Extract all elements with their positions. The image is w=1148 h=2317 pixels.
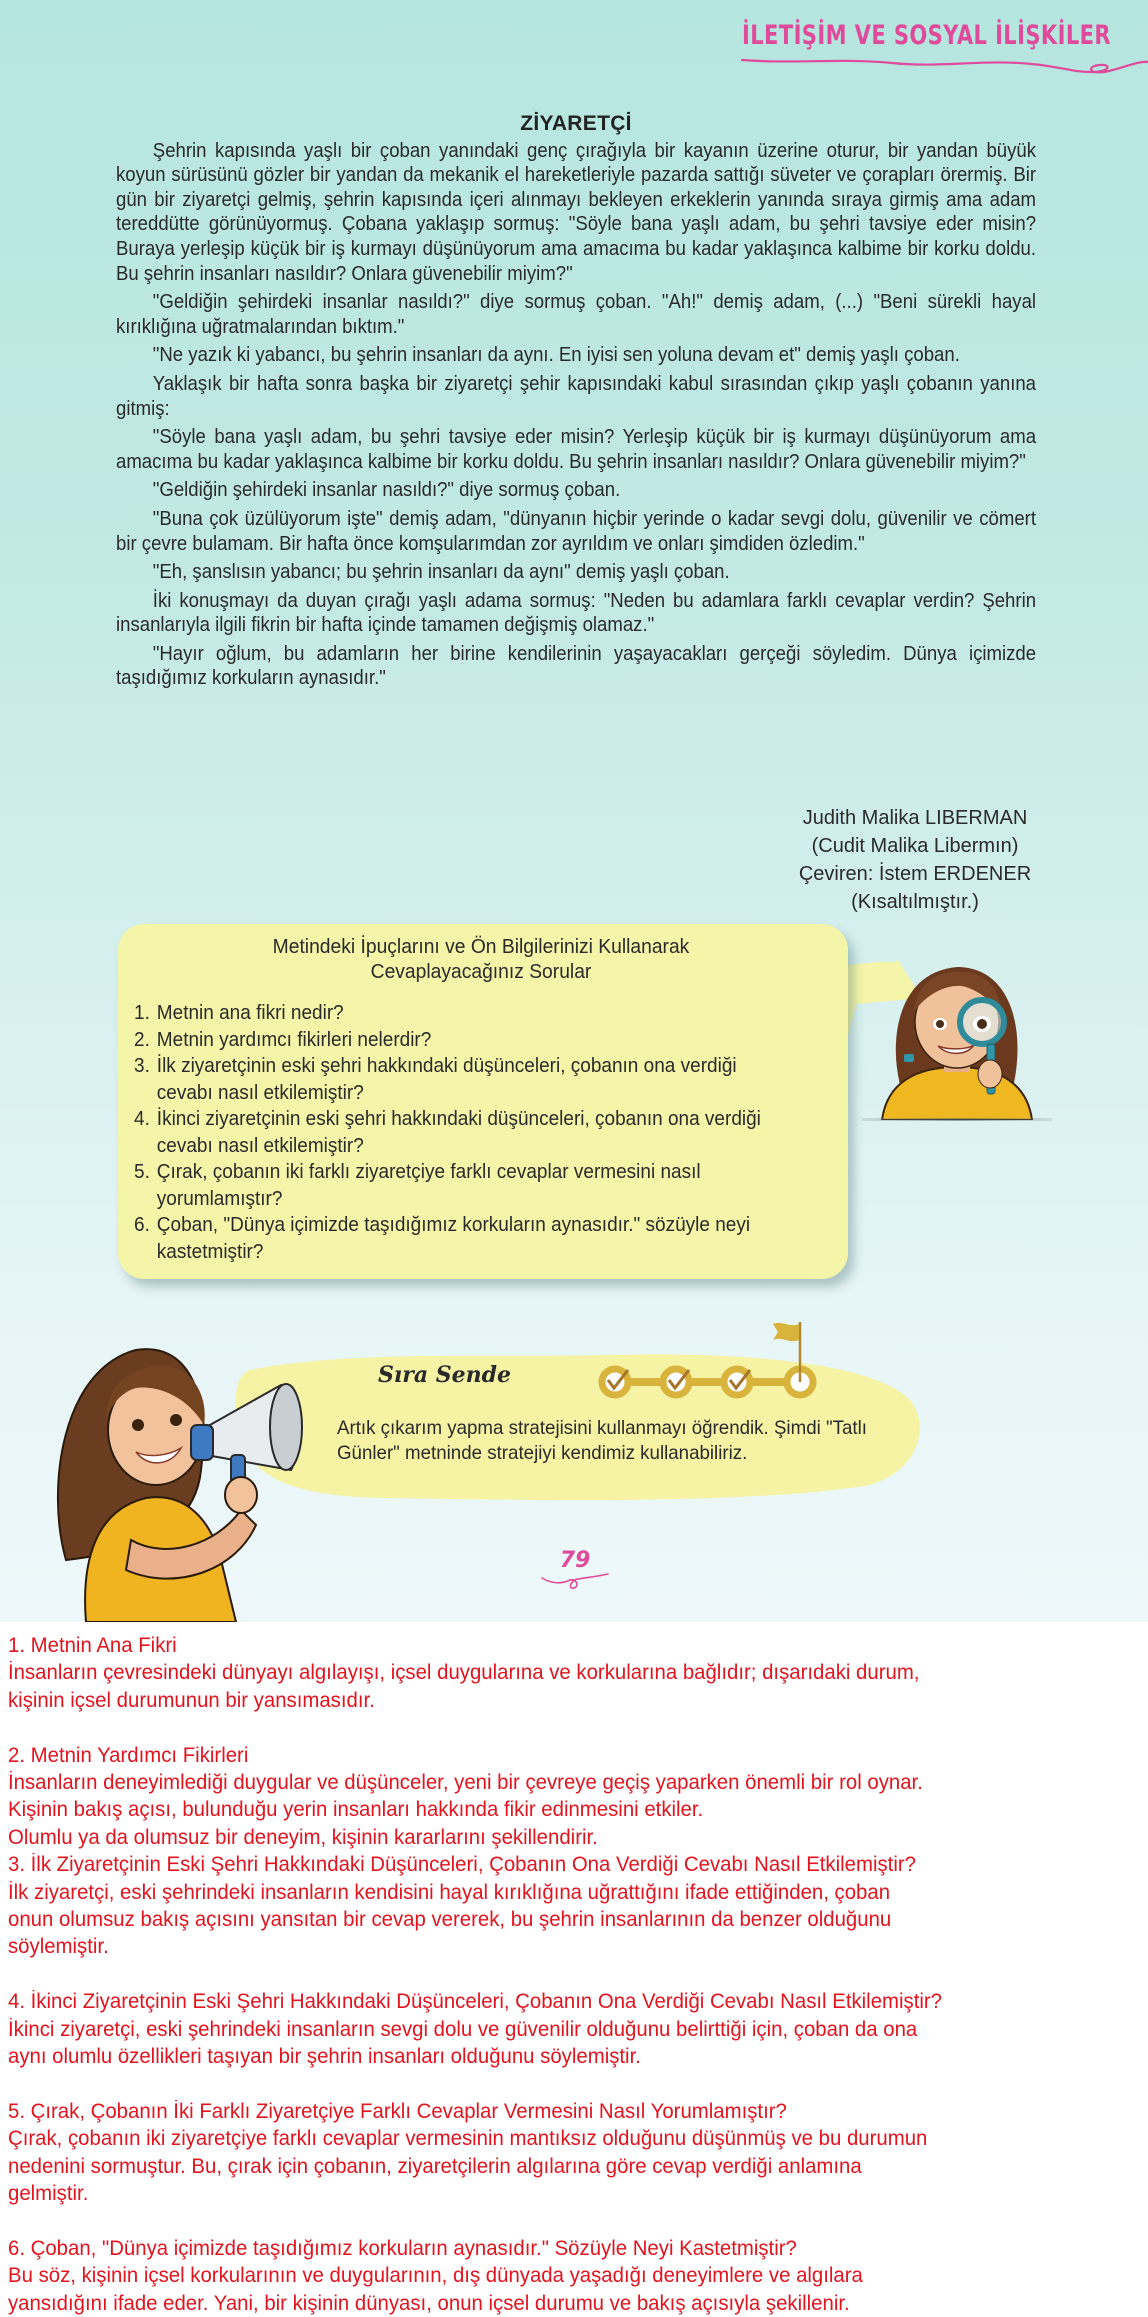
questions-heading-line: Cevaplayacağınız Sorular <box>370 960 592 983</box>
answer-text: kişinin içsel durumunun bir yansımasıdır. <box>8 1688 375 1712</box>
answer-text: söylemiştir. <box>8 1935 109 1959</box>
answer-heading: 6. Çoban, "Dünya içimizde taşıdığımız korkuların aynasıdır." Sözüyle Neyi Kastetmiştir? <box>8 2236 797 2260</box>
answer-text: onun olumsuz bakış açısını yansıtan bir cevap vererek, bu şehrin insanlarının da benzer olduğunu <box>8 1908 892 1932</box>
decorative-swirl-icon <box>540 1572 610 1594</box>
story-paragraph: "Eh, şanslısın yabancı; bu şehrin insanları da aynı" demiş yaşlı çoban. <box>152 561 730 584</box>
questions-box <box>118 924 848 1279</box>
questions-heading-line: Metindeki İpuçlarını ve Ön Bilgilerinizi Kullanarak <box>272 935 690 958</box>
story-paragraph: "Buna çok üzülüyorum işte" demiş adam, "dünyanın hiçbir yerinde o kadar sevgi dolu, güvenilir ve cömert bir çevre bulamam. Bir hafta önce komşularımdan zor ayrıldım ve onları şimdiden özledim." <box>116 507 1037 555</box>
answer-heading: 1. Metnin Ana Fikri <box>8 1634 177 1657</box>
answer-heading: 2. Metnin Yardımcı Fikirleri <box>8 1743 249 1767</box>
turn-title: Sıra Sende <box>378 1362 512 1388</box>
answer-text: Kişinin bakış açısı, bulunduğu yerin insanları hakkında fikir edinmesini etkiler. <box>8 1798 704 1822</box>
answer-text: gelmiştir. <box>8 2182 89 2206</box>
answer-text: İnsanların çevresindeki dünyayı algılayışı, içsel duygularına ve korkularına bağlıdır; dışarıdaki durum, <box>8 1661 920 1685</box>
story-paragraph: "Geldiğin şehirdeki insanlar nasıldı?" diye sormuş çoban. "Ah!" demiş adam, (...) "Beni sürekli hayal kırıklığına uğratmalarından bıktım." <box>116 291 1037 338</box>
questions-heading <box>155 934 807 984</box>
answers-section <box>0 1622 1148 2317</box>
answer-text: nedenini sormuştur. Bu, çırak için çobanın, ziyaretçilerin algılarına göre cevap verdiği anlamına <box>8 2154 862 2178</box>
answer-spacer <box>8 2207 1148 2234</box>
answer-text: yansıdığını ifade eder. Yani, bir kişinin dünyası, onun içsel durumu ve bakış açısıyla şekillenir. <box>8 2291 850 2315</box>
story-paragraph: Şehrin kapısında yaşlı bir çoban yanındaki genç çırağıyla bir kayanın üzerine oturur, bir yandan büyük koyun sürüsünü gözler bir yandan da mekanik el hareketleriyle pazarda sattığı süveter ve çorapları örermiş. Bir gün bir ziyaretçi gelmiş, şehrin kapısında içeri alınmayı bekleyen erkeklerin yanında sıraya girmiş ama adam tereddütte görünüyormuş. Çobana yaklaşıp sormuş: "Söyle bana yaşlı adam, bu şehri tavsiye eder misin? Buraya yerleşip küçük bir iş kurmayı düşünüyorum ama amacıma bu kadar yaklaşınca kalbime bir korku doldu. Bu şehrin insanları nasıldır? Onlara güvenebilir miyim?" <box>116 139 1037 285</box>
turn-text: Artık çıkarım yapma stratejisini kullanmayı öğrendik. Şimdi "Tatlı Günler" metninde stratejiyi kendimiz kullanabiliriz. <box>337 1417 867 1464</box>
story-title: ZİYARETÇİ <box>520 112 632 135</box>
question-item: 5. Çırak, çobanın iki farklı ziyaretçiye farklı cevaplar vermesini nasıl yorumlamıştır? <box>134 1161 701 1210</box>
page-number: 79 <box>559 1548 591 1573</box>
answer-text: Bu söz, kişinin içsel korkularının ve duygularının, dış dünyada yaşadığı deneyimlere ve algılara <box>8 2264 863 2288</box>
answer-spacer <box>8 1961 1148 1988</box>
questions-list <box>134 1000 828 1265</box>
story-paragraph: İki konuşmayı da duyan çırağı yaşlı adama sormuş: "Neden bu adamlara farklı cevaplar verdin? Şehrin insanlarıyla ilgili fikrin bir hafta içinde tamamen değişmiş olamaz." <box>116 589 1037 637</box>
answer-text: aynı olumlu özellikleri taşıyan bir şehrin insanları olduğunu söylemiştir. <box>8 2045 641 2069</box>
answer-spacer <box>8 2070 1148 2097</box>
chapter-title: İLETİŞİM VE SOSYAL İLİŞKİLER <box>742 20 1112 51</box>
author-name: Judith Malika LIBERMAN <box>802 807 1028 829</box>
question-item: 6. Çoban, "Dünya içimizde taşıdığımız korkuların aynasıdır." sözüyle neyi kastetmiştir? <box>134 1214 751 1263</box>
decorative-swirl-underline-icon <box>732 50 1148 80</box>
progress-track-icon <box>590 1310 830 1410</box>
answer-text: İnsanların deneyimlediği duygular ve düşünceler, yeni bir çevreye geçiş yaparken önemli bir rol oynar. <box>8 1771 923 1795</box>
story-paragraph: Yaklaşık bir hafta sonra başka bir ziyaretçi şehir kapısındaki kabul sırasından çıkıp yaşlı çobanın yanına gitmiş: <box>116 372 1037 420</box>
story-paragraph: "Ne yazık ki yabancı, bu şehrin insanları da aynı. En iyisi sen yoluna devam et" demiş yaşlı çoban. <box>152 344 960 367</box>
question-item: 4. İkinci ziyaretçinin eski şehri hakkındaki düşünceleri, çobanın ona verdiği cevabı nasıl etkilemiştir? <box>134 1108 761 1157</box>
questions-bubble <box>118 924 908 1284</box>
girl-with-megaphone-illustration <box>36 1330 316 1622</box>
story-paragraph: "Geldiğin şehirdeki insanlar nasıldı?" diye sormuş çoban. <box>152 479 621 502</box>
illustration-shadow <box>862 1118 1052 1121</box>
story-paragraph: "Hayır oğlum, bu adamların her birine kendilerinin yaşayacakları gerçeği söyledim. Dünya içimizde taşıdığımız korkuların aynasıdır." <box>116 642 1037 690</box>
author-pronunciation: (Cudit Malika Libermın) <box>811 835 1019 857</box>
question-item: 3. İlk ziyaretçinin eski şehri hakkındaki düşünceleri, çobanın ona verdiği cevabı nasıl etkilemiştir? <box>134 1055 737 1104</box>
answer-text: Çırak, çobanın iki ziyaretçiye farklı cevaplar vermesinin mantıksız olduğunu düşünmüş ve bu durumun <box>8 2127 928 2151</box>
question-item: 1. Metnin ana fikri nedir? <box>134 1002 344 1024</box>
chapter-header <box>742 12 1148 82</box>
answer-text: İlk ziyaretçi, eski şehrindeki insanların kendisini hayal kırıklığına uğrattığını ifade ettiğinden, çoban <box>8 1880 891 1904</box>
story-paragraph: "Söyle bana yaşlı adam, bu şehri tavsiye eder misin? Yerleşip küçük bir iş kurmayı düşünüyorum ama amacıma bu kadar yaklaşınca kalbime bir korku doldu. Bu şehrin insanları nasıldır? Onlara güvenebilir miyim?" <box>116 426 1037 473</box>
author-credits <box>765 804 1065 916</box>
answer-heading: 5. Çırak, Çobanın İki Farklı Ziyaretçiye Farklı Cevaplar Vermesini Nasıl Yorumlamıştır? <box>8 2099 787 2123</box>
answer-text: Olumlu ya da olumsuz bir deneyim, kişinin kararlarını şekillendirir. <box>8 1825 598 1849</box>
story-text <box>116 112 1036 695</box>
abridged-note: (Kısaltılmıştır.) <box>851 891 979 913</box>
answer-spacer <box>8 1714 1148 1741</box>
question-item: 2. Metnin yardımcı fikirleri nelerdir? <box>134 1028 432 1051</box>
answer-heading: 4. İkinci Ziyaretçinin Eski Şehri Hakkındaki Düşünceleri, Çobanın Ona Verdiği Cevabı Nasıl Etkilemiştir? <box>8 1990 943 2014</box>
translator: Çeviren: İstem ERDENER <box>798 863 1032 885</box>
answer-heading: 3. İlk Ziyaretçinin Eski Şehri Hakkındaki Düşünceleri, Çobanın Ona Verdiği Cevabı Nasıl Etkilemiştir? <box>8 1853 916 1877</box>
answer-text: İkinci ziyaretçi, eski şehrindeki insanların sevgi dolu ve güvenilir olduğunu belirttiği için, çoban da ona <box>8 2017 918 2041</box>
girl-with-magnifier-illustration <box>862 942 1052 1120</box>
